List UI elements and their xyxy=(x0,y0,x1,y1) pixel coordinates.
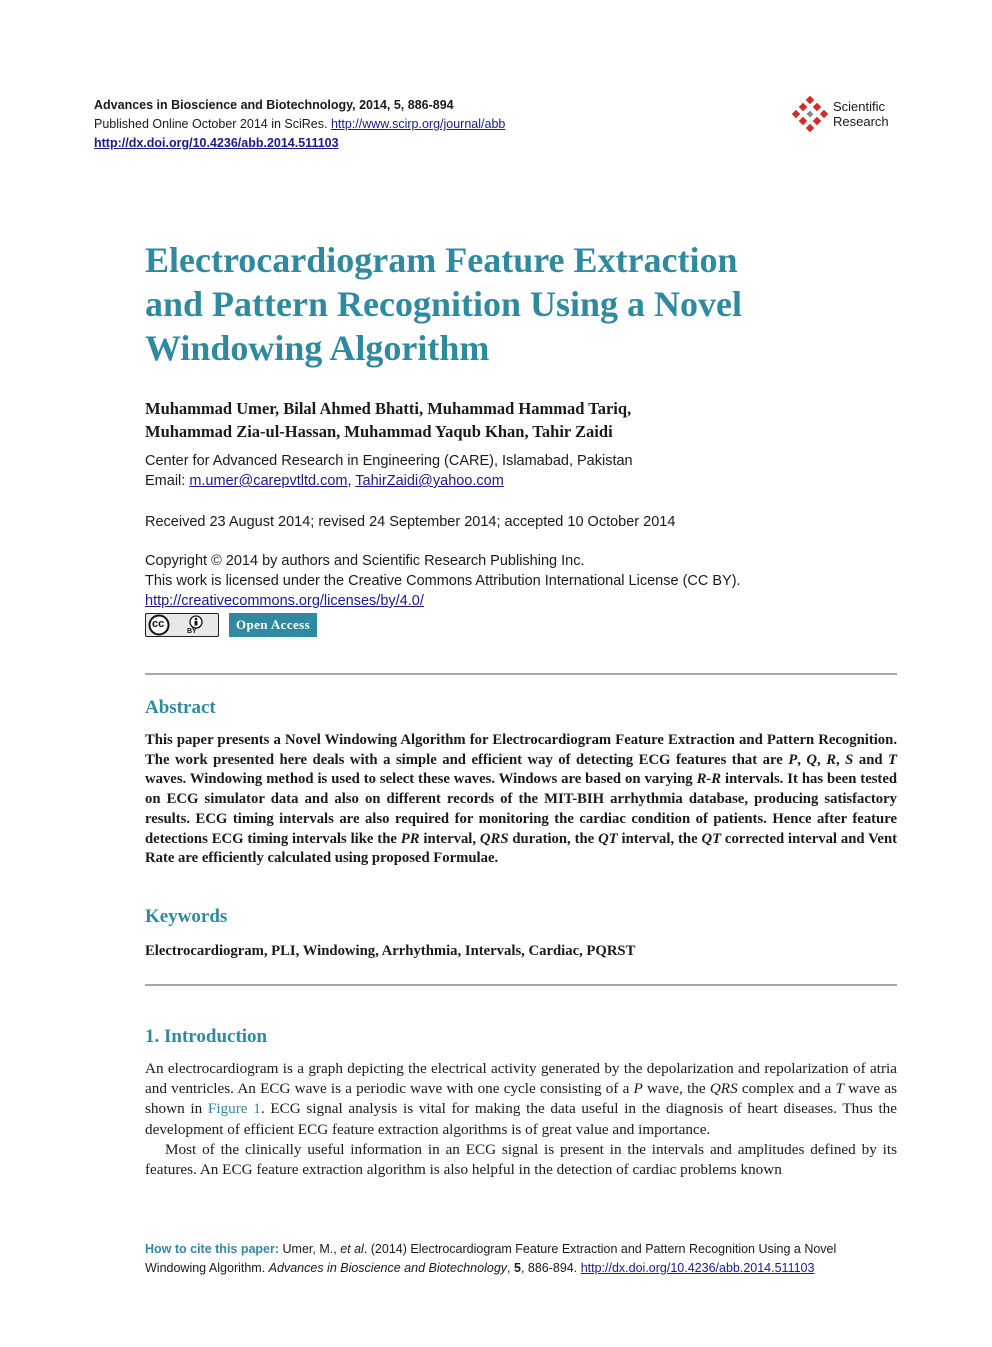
abstract-text xyxy=(145,731,897,869)
abstract-italic: QT xyxy=(598,830,618,847)
paper-title xyxy=(145,238,865,370)
intro-part: complex and a xyxy=(737,1080,836,1098)
intro-paragraph-2: Most of the clinically useful information in an ECG signal is present in the intervals and amplitudes defined by its features. An ECG feature extraction algorithm is also helpful in the detection of cardiac problems known xyxy=(145,1140,897,1179)
journal-header xyxy=(94,96,505,153)
abstract-italic: R xyxy=(826,751,836,768)
doi-link[interactable]: http://dx.doi.org/10.4236/abb.2014.511103 xyxy=(94,136,339,150)
abstract-part: interval, the xyxy=(617,830,702,847)
abstract-part: intervals. It has been tested on ECG simulator data and also on different records of the MIT-BIH arrhythmia database, producing satisfactory results. ECG timing intervals are also required for monitoring the cardiac condition of patients. Hence after feature detections ECG timing intervals like the xyxy=(145,771,898,847)
institution: Center for Advanced Research in Engineering (CARE), Islamabad, Pakistan xyxy=(145,453,633,469)
cite-label: How to cite this paper: xyxy=(145,1242,280,1256)
abstract-part: waves. Windowing method is used to select these waves. Windows are based on varying xyxy=(145,771,697,788)
open-access-badge[interactable]: Open Access xyxy=(229,613,317,637)
title-line-3: Windowing Algorithm xyxy=(145,328,490,368)
abstract-italic: R-R xyxy=(696,771,722,788)
intro-italic: QRS xyxy=(709,1080,738,1098)
email-label: Email: xyxy=(145,473,186,489)
published-text: Published Online October 2014 in SciRes. xyxy=(94,117,328,131)
copyright-line: Copyright © 2014 by authors and Scientific Research Publishing Inc. xyxy=(145,553,585,569)
intro-paragraph-1 xyxy=(145,1059,897,1140)
published-online-line xyxy=(94,115,505,134)
abstract-part: duration, the xyxy=(508,830,599,847)
abstract-italic: P xyxy=(788,751,798,768)
abstract-part: , xyxy=(797,751,807,768)
how-to-cite xyxy=(145,1240,897,1277)
cc-badge-label: cc xyxy=(152,618,165,630)
keywords-text: Electrocardiogram, PLI, Windowing, Arrhythmia, Intervals, Cardiac, PQRST xyxy=(145,943,636,959)
cite-doi-link[interactable]: http://dx.doi.org/10.4236/abb.2014.511103 xyxy=(580,1260,815,1275)
cc-by-badge[interactable] xyxy=(145,613,219,637)
author-list xyxy=(145,397,865,443)
license-line: This work is licensed under the Creative Commons Attribution International License (CC BY). xyxy=(145,573,741,589)
cite-part: , xyxy=(507,1260,514,1275)
introduction-heading: 1. Introduction xyxy=(145,1026,268,1047)
abstract-part: This paper presents a Novel Windowing Algorithm for Electrocardiogram Feature Extraction and Pattern Recognition. The work presented here deals with a simple and efficient way of detecting ECG features that are xyxy=(145,732,897,768)
logo-text-line2: Research xyxy=(833,114,889,129)
abstract-italic: QRS xyxy=(479,830,509,847)
intro-part: An electrocardiogram is a graph depicting the electrical activity generated by the depolarization and repolarization of atria and ventricles. An ECG wave is a periodic wave with one cycle consisting of a xyxy=(145,1060,897,1098)
abstract-part: and xyxy=(853,751,889,768)
abstract-heading: Abstract xyxy=(145,697,216,718)
affiliation xyxy=(145,451,865,491)
cite-pages: , 886-894. xyxy=(520,1260,581,1275)
scientific-research-logo-icon xyxy=(790,96,830,136)
abstract-italic: Q xyxy=(806,751,817,768)
license-url-link[interactable]: http://creativecommons.org/licenses/by/4.0/ xyxy=(145,593,424,609)
email-link-1[interactable]: m.umer@carepvtltd.com xyxy=(189,473,348,489)
intro-part: . ECG signal analysis is vital for making the data useful in the diagnosis of heart diseases. Thus the development of efficient ECG feature extraction algorithms is of great value and importance. xyxy=(145,1100,898,1138)
by-badge-label: BY xyxy=(187,628,197,635)
intro-italic: P xyxy=(633,1080,643,1098)
abstract-part: corrected interval and Vent Rate are efficiently calculated using proposed Formulae. xyxy=(145,830,897,867)
cite-etal: et al xyxy=(340,1242,364,1256)
cite-journal: Advances in Bioscience and Biotechnology xyxy=(268,1260,508,1275)
intro-italic: T xyxy=(835,1080,844,1098)
cite-authors: Umer, M., xyxy=(282,1242,341,1256)
abstract-italic: QT xyxy=(701,830,722,847)
abstract-italic: S xyxy=(845,751,854,768)
introduction-text xyxy=(145,1059,897,1180)
logo-text xyxy=(833,99,889,129)
journal-citation-line: Advances in Bioscience and Biotechnology, 2014, 5, 886-894 xyxy=(94,98,454,112)
publisher-logo[interactable] xyxy=(790,96,910,136)
logo-text-line1: Scientific xyxy=(833,99,886,114)
intro-part: wave as shown in xyxy=(145,1080,898,1118)
abstract-part: , xyxy=(835,751,846,768)
intro-part: wave, the xyxy=(642,1080,710,1098)
abstract-italic: T xyxy=(888,751,898,768)
abstract-part: interval, xyxy=(419,830,480,847)
journal-url-link[interactable]: http://www.scirp.org/journal/abb xyxy=(330,117,506,131)
authors-line-1: Muhammad Umer, Bilal Ahmed Bhatti, Muhammad Hammad Tariq, xyxy=(145,399,632,418)
authors-line-2: Muhammad Zia-ul-Hassan, Muhammad Yaqub Khan, Tahir Zaidi xyxy=(145,422,613,441)
keywords-heading: Keywords xyxy=(145,906,228,927)
cite-title: . (2014) Electrocardiogram Feature Extraction and Pattern Recognition Using a Novel Windowing Algorithm. xyxy=(145,1242,837,1275)
abstract-part: , xyxy=(817,751,827,768)
section-divider-bottom xyxy=(145,984,897,986)
email-link-2[interactable]: TahirZaidi@yahoo.com xyxy=(355,473,504,489)
copyright-block xyxy=(145,551,865,611)
abstract-italic: PR xyxy=(400,830,420,847)
title-line-2: and Pattern Recognition Using a Novel xyxy=(145,284,742,324)
received-dates: Received 23 August 2014; revised 24 September 2014; accepted 10 October 2014 xyxy=(145,514,676,530)
section-divider-top xyxy=(145,673,897,675)
cite-volume: 5 xyxy=(513,1260,521,1275)
email-line xyxy=(145,471,865,491)
email-separator: , xyxy=(347,473,352,489)
figure-1-link[interactable]: Figure 1 xyxy=(207,1100,261,1118)
doi-line xyxy=(94,134,505,153)
title-line-1: Electrocardiogram Feature Extraction xyxy=(145,240,738,280)
